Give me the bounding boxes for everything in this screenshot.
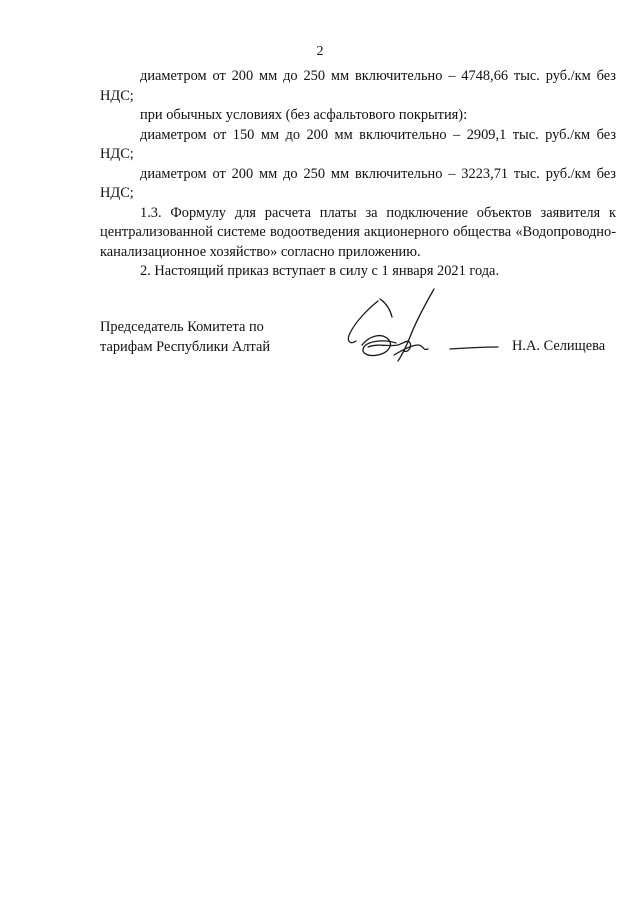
page-number: 2: [316, 44, 324, 59]
signatory-name: Н.А. Селищева: [512, 338, 606, 354]
paragraph-normal-conditions-heading: при обычных условиях (без асфальтового покрытия):: [140, 107, 468, 123]
paragraph-effective-date-item-2: 2. Настоящий приказ вступает в силу с 1 января 2021 года.: [140, 263, 500, 279]
document-body: [100, 67, 616, 282]
paragraph-formula-item-1-3: 1.3. Формулу для расчета платы за подключение объектов заявителя к централизованной системе водоотведения акционерного общества «Водопроводно-канализационное хозяйство» согласно приложению.: [100, 204, 616, 260]
paragraph-tariff-normal-200-250: диаметром от 200 мм до 250 мм включительно – 3223,71 тыс. руб./км без НДС;: [100, 165, 616, 201]
signatory-position-line-2: тарифам Республики Алтай: [100, 338, 271, 355]
signatory-position: [100, 318, 270, 357]
handwritten-signature: [338, 285, 508, 370]
paragraph-tariff-normal-150-200: диаметром от 150 мм до 200 мм включительно – 2909,1 тыс. руб./км без НДС;: [100, 126, 616, 162]
paragraph-tariff-asphalt-200-250: диаметром от 200 мм до 250 мм включительно – 4748,66 тыс. руб./км без НДС;: [100, 68, 616, 104]
signatory-position-line-1: Председатель Комитета по: [100, 319, 264, 335]
